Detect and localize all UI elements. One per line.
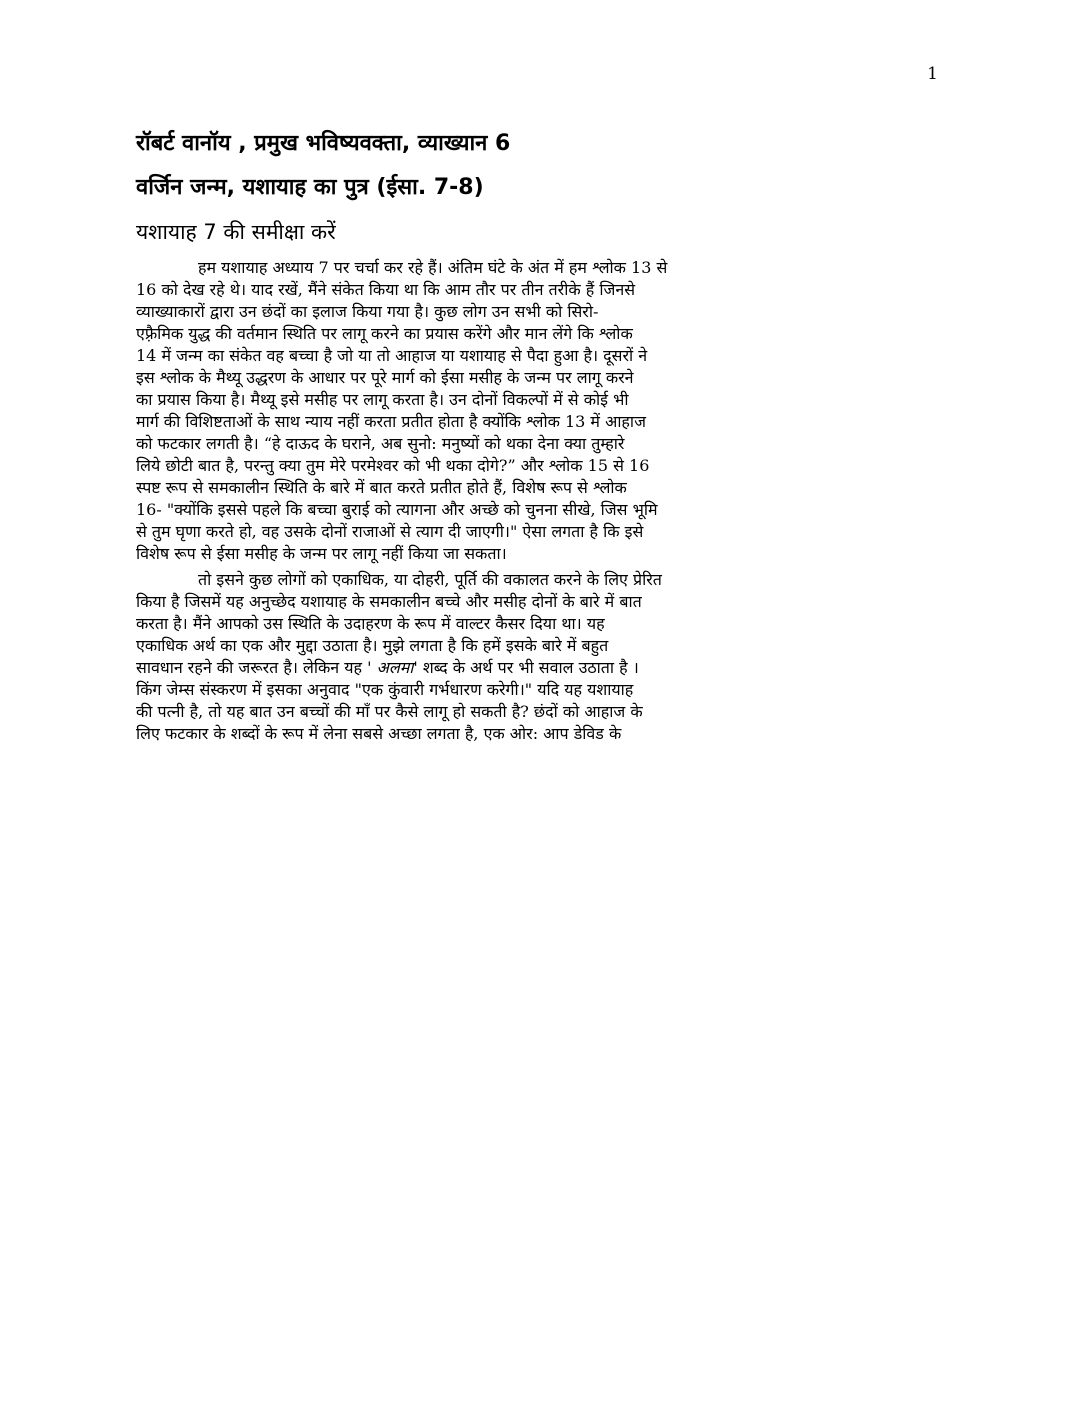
paragraph-line: किया है जिसमें यह अनुच्छेद यशायाह के समकालीन बच्चे और मसीह दोनों के बारे में बात — [136, 592, 642, 611]
paragraph-line-with-italic — [136, 656, 916, 678]
paragraph-line: लिये छोटी बात है, परन्तु क्या तुम मेरे परमेश्वर को भी थका दोगे?” और श्लोक 15 से 16 — [136, 456, 650, 475]
paragraph-1 — [136, 256, 916, 564]
paragraph-line: किंग जेम्स संस्करण में इसका अनुवाद "एक कुंवारी गर्भधारण करेगी।" यदि यह यशायाह — [136, 680, 634, 699]
paragraph-line: 14 में जन्म का संकेत वह बच्चा है जो या तो आहाज या यशायाह से पैदा हुआ है। दूसरों ने — [136, 346, 648, 365]
paragraph-line: लिए फटकार के शब्दों के रूप में लेना सबसे अच्छा लगता है, एक ओर: आप डेविड के — [136, 724, 622, 743]
document-subtitle: वर्जिन जन्म, यशायाह का पुत्र (ईसा. 7-8) — [136, 175, 484, 200]
paragraph-line: एकाधिक अर्थ का एक और मुद्दा उठाता है। मुझे लगता है कि हमें इसके बारे में बहुत — [136, 636, 609, 655]
paragraph-line: करता है। मैंने आपको उस स्थिति के उदाहरण के रूप में वाल्टर कैसर दिया था। यह — [136, 614, 605, 633]
italic-term: अलमा — [376, 658, 414, 677]
page-number: 1 — [927, 64, 938, 84]
text-segment: सावधान रहने की जरूरत है। लेकिन यह ' — [136, 658, 377, 677]
paragraph-line: इस श्लोक के मैथ्यू उद्धरण के आधार पर पूरे मार्ग को ईसा मसीह के जन्म पर लागू करने — [136, 368, 634, 387]
paragraph-line: को फटकार लगती है। “हे दाऊद के घराने, अब सुनो: मनुष्यों को थका देना क्या तुम्हारे — [136, 434, 625, 453]
paragraph-2 — [136, 568, 916, 744]
paragraph-line: हम यशायाह अध्याय 7 पर चर्चा कर रहे हैं। अंतिम घंटे के अंत में हम श्लोक 13 से — [198, 258, 668, 277]
paragraph-line: स्पष्ट रूप से समकालीन स्थिति के बारे में बात करते प्रतीत होते हैं, विशेष रूप से श्लोक — [136, 478, 627, 497]
document-title: रॉबर्ट वानॉय , प्रमुख भविष्यवक्ता, व्याख्यान 6 — [136, 131, 511, 156]
paragraph-line: मार्ग की विशिष्टताओं के साथ न्याय नहीं करता प्रतीत होता है क्योंकि श्लोक 13 में आहाज — [136, 412, 646, 431]
paragraph-line: की पत्नी है, तो यह बात उन बच्चों की माँ पर कैसे लागू हो सकती है? छंदों को आहाज के — [136, 702, 643, 721]
text-segment: ' शब्द के अर्थ पर भी सवाल उठाता है । — [413, 658, 639, 677]
paragraph-line: विशेष रूप से ईसा मसीह के जन्म पर लागू नहीं किया जा सकता। — [136, 544, 507, 563]
paragraph-line: का प्रयास किया है। मैथ्यू इसे मसीह पर लागू करता है। उन दोनों विकल्पों में से कोई भी — [136, 390, 629, 409]
paragraph-line: 16 को देख रहे थे। याद रखें, मैंने संकेत किया था कि आम तौर पर तीन तरीके हैं जिनसे — [136, 280, 636, 299]
paragraph-line: तो इसने कुछ लोगों को एकाधिक, या दोहरी, पूर्ति की वकालत करने के लिए प्रेरित — [198, 570, 662, 589]
document-content — [136, 122, 916, 744]
paragraph-line: व्याख्याकारों द्वारा उन छंदों का इलाज किया गया है। कुछ लोग उन सभी को सिरो- — [136, 302, 599, 321]
paragraph-line: से तुम घृणा करते हो, वह उसके दोनों राजाओं से त्याग दी जाएगी।" ऐसा लगता है कि इसे — [136, 522, 644, 541]
paragraph-line: 16- "क्योंकि इससे पहले कि बच्चा बुराई को त्यागना और अच्छे को चुनना सीखे, जिस भूमि — [136, 500, 658, 519]
paragraph-line: एफ़्रैमिक युद्ध की वर्तमान स्थिति पर लागू करने का प्रयास करेंगे और मान लेंगे कि श्लोक — [136, 324, 633, 343]
section-heading: यशायाह 7 की समीक्षा करें — [136, 220, 336, 244]
